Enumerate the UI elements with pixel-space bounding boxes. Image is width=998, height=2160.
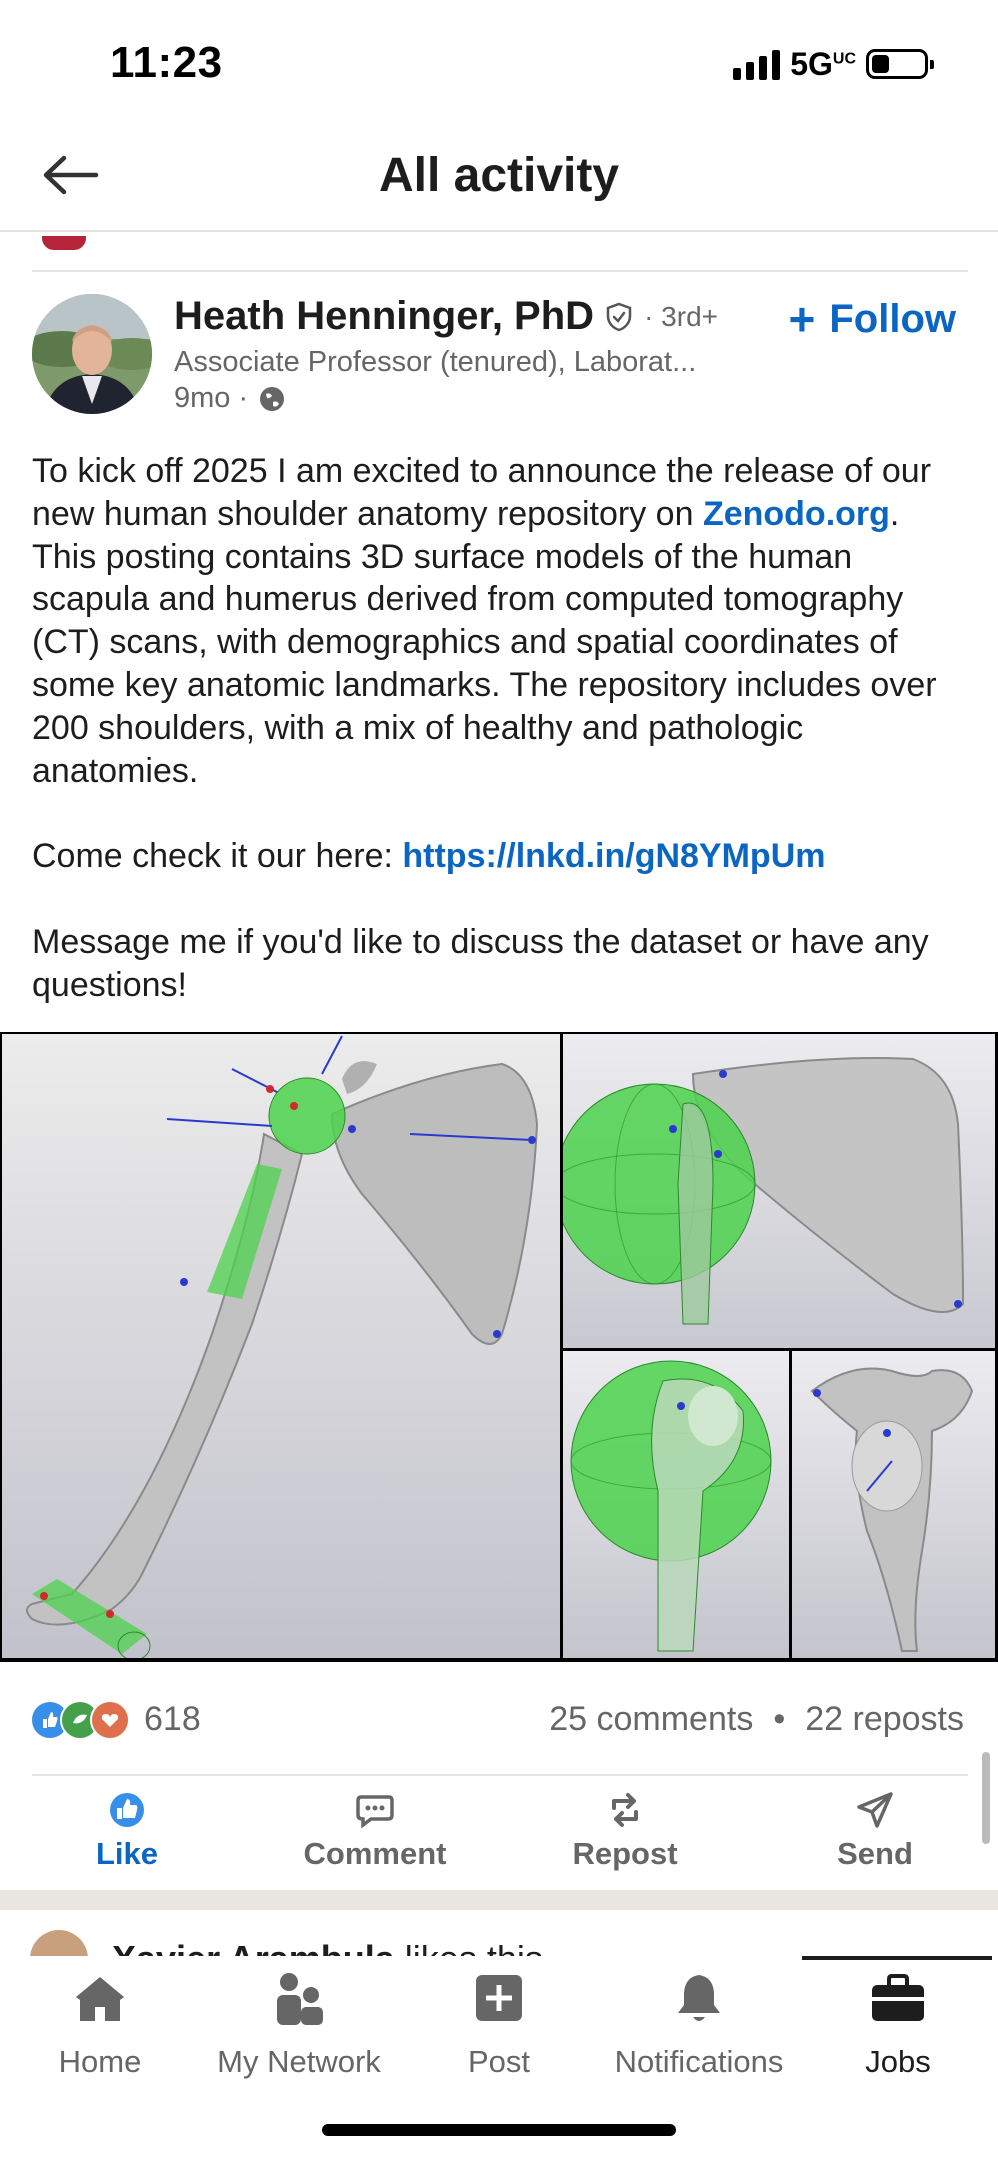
send-button[interactable]: Send <box>750 1790 998 1872</box>
comments-count[interactable]: 25 comments <box>549 1700 754 1738</box>
post-actions <box>0 1790 998 1880</box>
actions-divider <box>32 1774 968 1776</box>
feed-separator <box>0 1890 998 1910</box>
humeral-head-sphere-image[interactable] <box>563 1351 789 1658</box>
nav-jobs[interactable]: Jobs <box>798 1968 998 2080</box>
like-button[interactable]: Like <box>2 1790 252 1872</box>
post-divider <box>32 270 968 272</box>
nav-post[interactable]: Post <box>399 1968 599 2080</box>
engagement-counts <box>549 1700 964 1739</box>
repost-button[interactable]: Repost <box>500 1790 750 1872</box>
verified-shield-icon <box>604 302 634 332</box>
network-label: $5G^{UC}$ <box>790 45 856 82</box>
author-name-text[interactable]: Heath Henninger, PhD <box>174 294 595 338</box>
post-meta <box>174 382 286 415</box>
zenodo-link[interactable]: Zenodo.org <box>702 494 890 533</box>
comment-button[interactable]: Comment <box>250 1790 500 1872</box>
scapula-lateral-image[interactable] <box>792 1351 995 1658</box>
header-divider <box>0 230 998 232</box>
post-body <box>32 450 972 1007</box>
globe-icon <box>258 385 286 413</box>
briefcase-icon <box>869 1973 927 2023</box>
follow-button[interactable] <box>788 293 956 345</box>
connection-degree: · 3rd+ <box>644 300 718 332</box>
send-icon <box>855 1791 895 1829</box>
previous-avatar-fragment <box>42 236 86 250</box>
plus-icon: + <box>788 293 816 345</box>
love-reaction-icon <box>90 1700 130 1740</box>
humerus-scapula-image[interactable] <box>2 1034 560 1658</box>
repost-icon <box>606 1790 644 1830</box>
page-title: All activity <box>378 149 620 202</box>
nav-active-indicator <box>802 1956 992 1960</box>
status-time: 11:23 <box>110 38 223 87</box>
post-paragraph-1: To kick off 2025 I am excited to announce the release of our new human shoulder anatomy repository on Zenodo.org. This posting contains 3D surface models of the human scapula and humerus derived from computed tomography (CT) scans, with demographics and spatial coordinates of some key anatomic landmarks. The repository includes over 200 shoulders, with a mix of healthy and pathologic anatomies. <box>32 452 937 790</box>
post-image-grid[interactable] <box>0 1032 998 1662</box>
status-icons <box>733 44 928 84</box>
author-headline: Associate Professor (tenured), Laborat... <box>174 346 697 378</box>
bell-icon <box>673 1971 725 2025</box>
home-icon <box>72 1973 128 2023</box>
author-name[interactable] <box>174 294 718 339</box>
home-indicator[interactable] <box>322 2124 676 2136</box>
comment-icon <box>355 1791 395 1829</box>
reposts-count[interactable]: 22 reposts <box>805 1700 964 1738</box>
signal-icon <box>733 48 780 80</box>
author-avatar[interactable] <box>32 294 152 414</box>
short-link[interactable]: https://lnkd.in/gN8YMpUm <box>402 837 826 876</box>
people-icon <box>271 1971 327 2025</box>
post-plus-icon <box>474 1973 524 2023</box>
nav-my-network[interactable]: My Network <box>199 1968 399 2080</box>
like-icon <box>108 1791 146 1829</box>
nav-home[interactable]: Home <box>0 1968 200 2080</box>
follow-label: Follow <box>829 296 956 341</box>
post-paragraph-2: Come check it our here: https://lnkd.in/gN8YMpUm <box>32 837 826 876</box>
reaction-icons[interactable] <box>30 1700 120 1740</box>
post-paragraph-3: Message me if you'd like to discuss the dataset or have any questions! <box>32 923 929 1004</box>
nav-notifications[interactable]: Notifications <box>599 1968 799 2080</box>
post-age: 9mo · <box>174 382 249 414</box>
reactions-count[interactable]: 618 <box>144 1700 201 1738</box>
scapula-sphere-image[interactable] <box>563 1034 995 1348</box>
battery-icon <box>866 49 928 79</box>
dot-separator: • <box>773 1700 786 1738</box>
